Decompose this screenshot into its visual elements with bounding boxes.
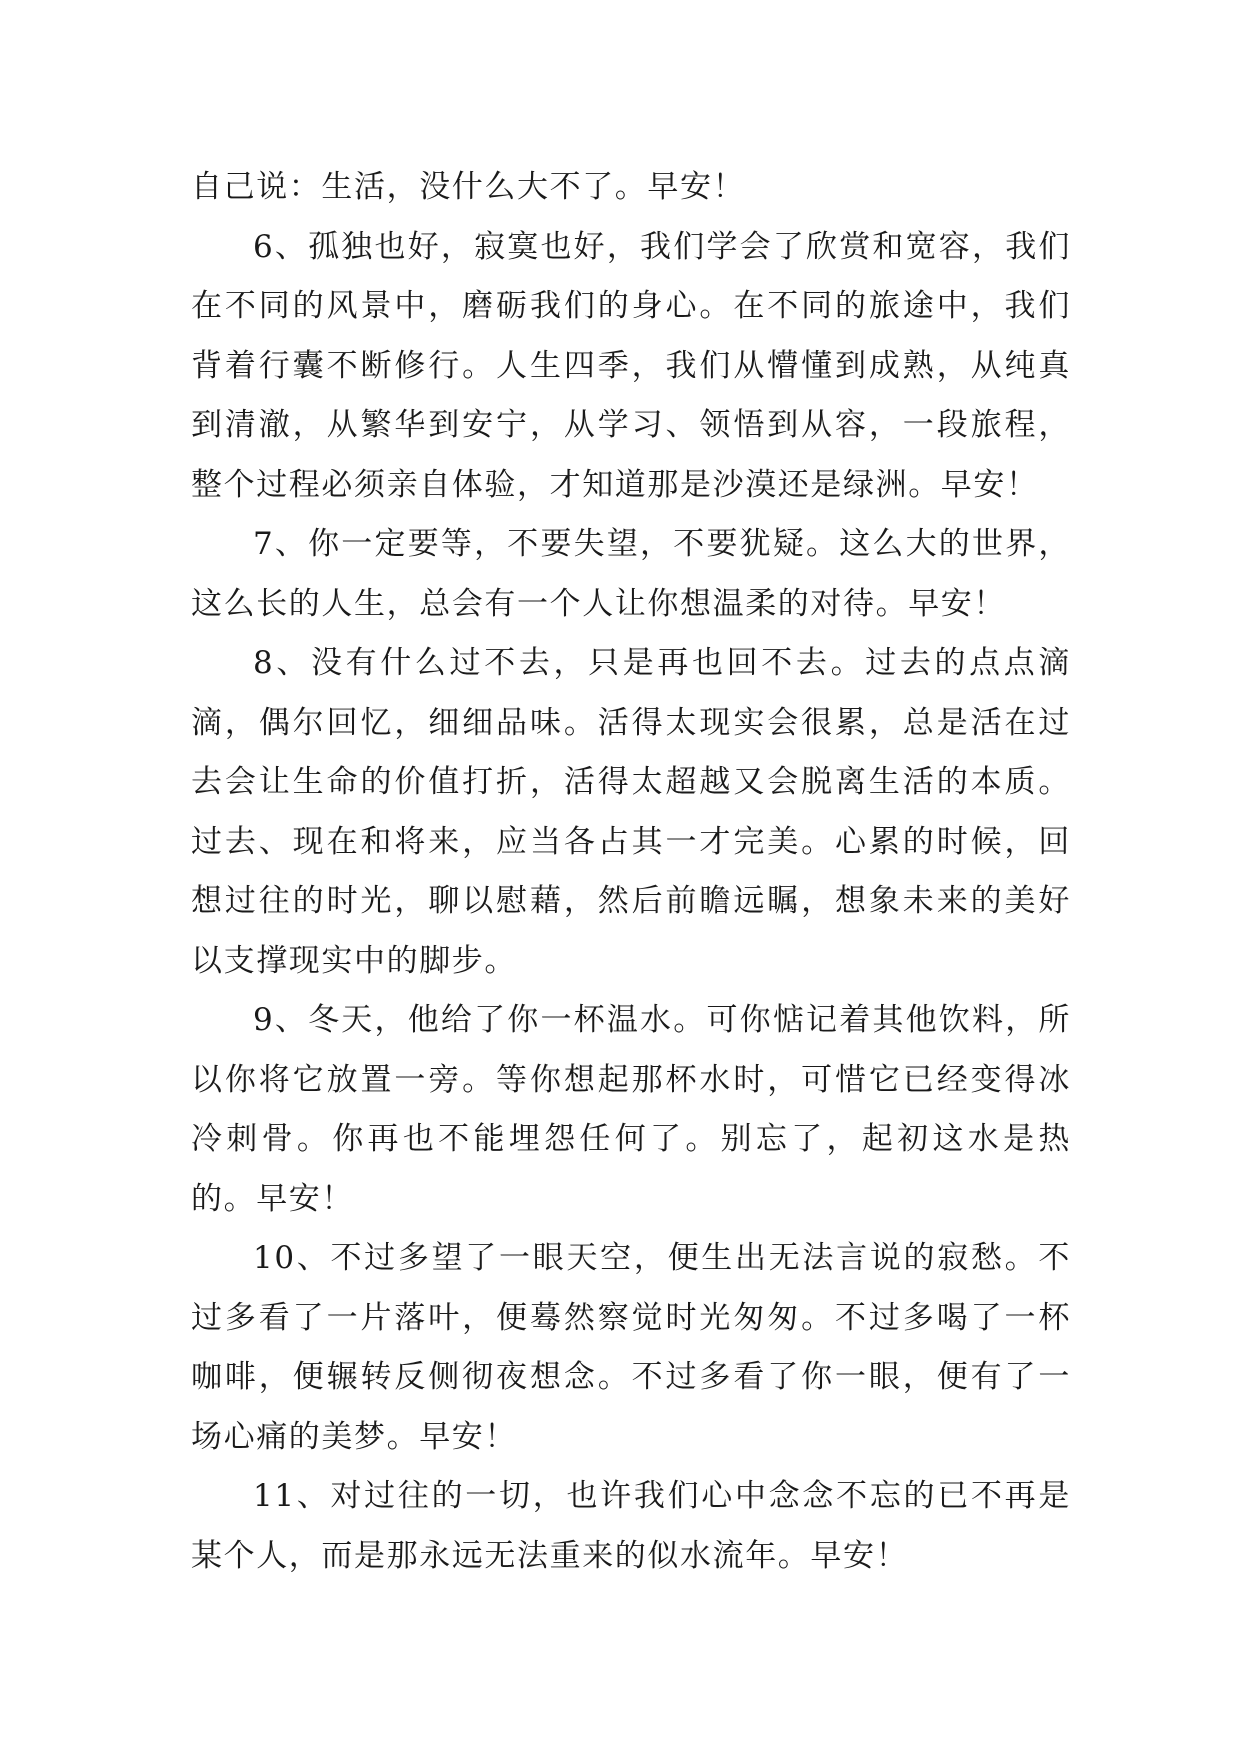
paragraph-6: 6、孤独也好，寂寞也好，我们学会了欣赏和宽容，我们在不同的风景中，磨砺我们的身心。在不同的旅途中，我们背着行囊不断修行。人生四季，我们从懵懂到成熟，从纯真到清澈，从繁华到安宁，从学习、领悟到从容，一段旅程，整个过程必须亲自体验，才知道那是沙漠还是绿洲。早安！: [191, 228, 1071, 503]
paragraph-8: 8、没有什么过不去，只是再也回不去。过去的点点滴滴，偶尔回忆，细细品味。活得太现实会很累，总是活在过去会让生命的价值打折，活得太超越又会脱离生活的本质。过去、现在和将来，应当各占其一才完美。心累的时候，回想过往的时光，聊以慰藉，然后前瞻远瞩，想象未来的美好以支撑现实中的脚步。: [191, 645, 1071, 979]
paragraph-7: 7、你一定要等，不要失望，不要犹疑。这么大的世界，这么长的人生，总会有一个人让你想温柔的对待。早安！: [191, 526, 1071, 622]
paragraph-9: 9、冬天，他给了你一杯温水。可你惦记着其他饮料，所以你将它放置一旁。等你想起那杯水时，可惜它已经变得冰冷刺骨。你再也不能埋怨任何了。别忘了，起初这水是热的。早安！: [191, 1002, 1071, 1217]
paragraph-10: 10、不过多望了一眼天空，便生出无法言说的寂愁。不过多看了一片落叶，便蓦然察觉时光匆匆。不过多喝了一杯咖啡，便辗转反侧彻夜想念。不过多看了你一眼，便有了一场心痛的美梦。早安！: [191, 1240, 1071, 1455]
document-body: [191, 158, 1071, 1586]
paragraph-11: 11、对过往的一切，也许我们心中念念不忘的已不再是某个人，而是那永远无法重来的似水流年。早安！: [191, 1478, 1071, 1574]
paragraph-continuation: 自己说：生活，没什么大不了。早安！: [191, 169, 746, 205]
